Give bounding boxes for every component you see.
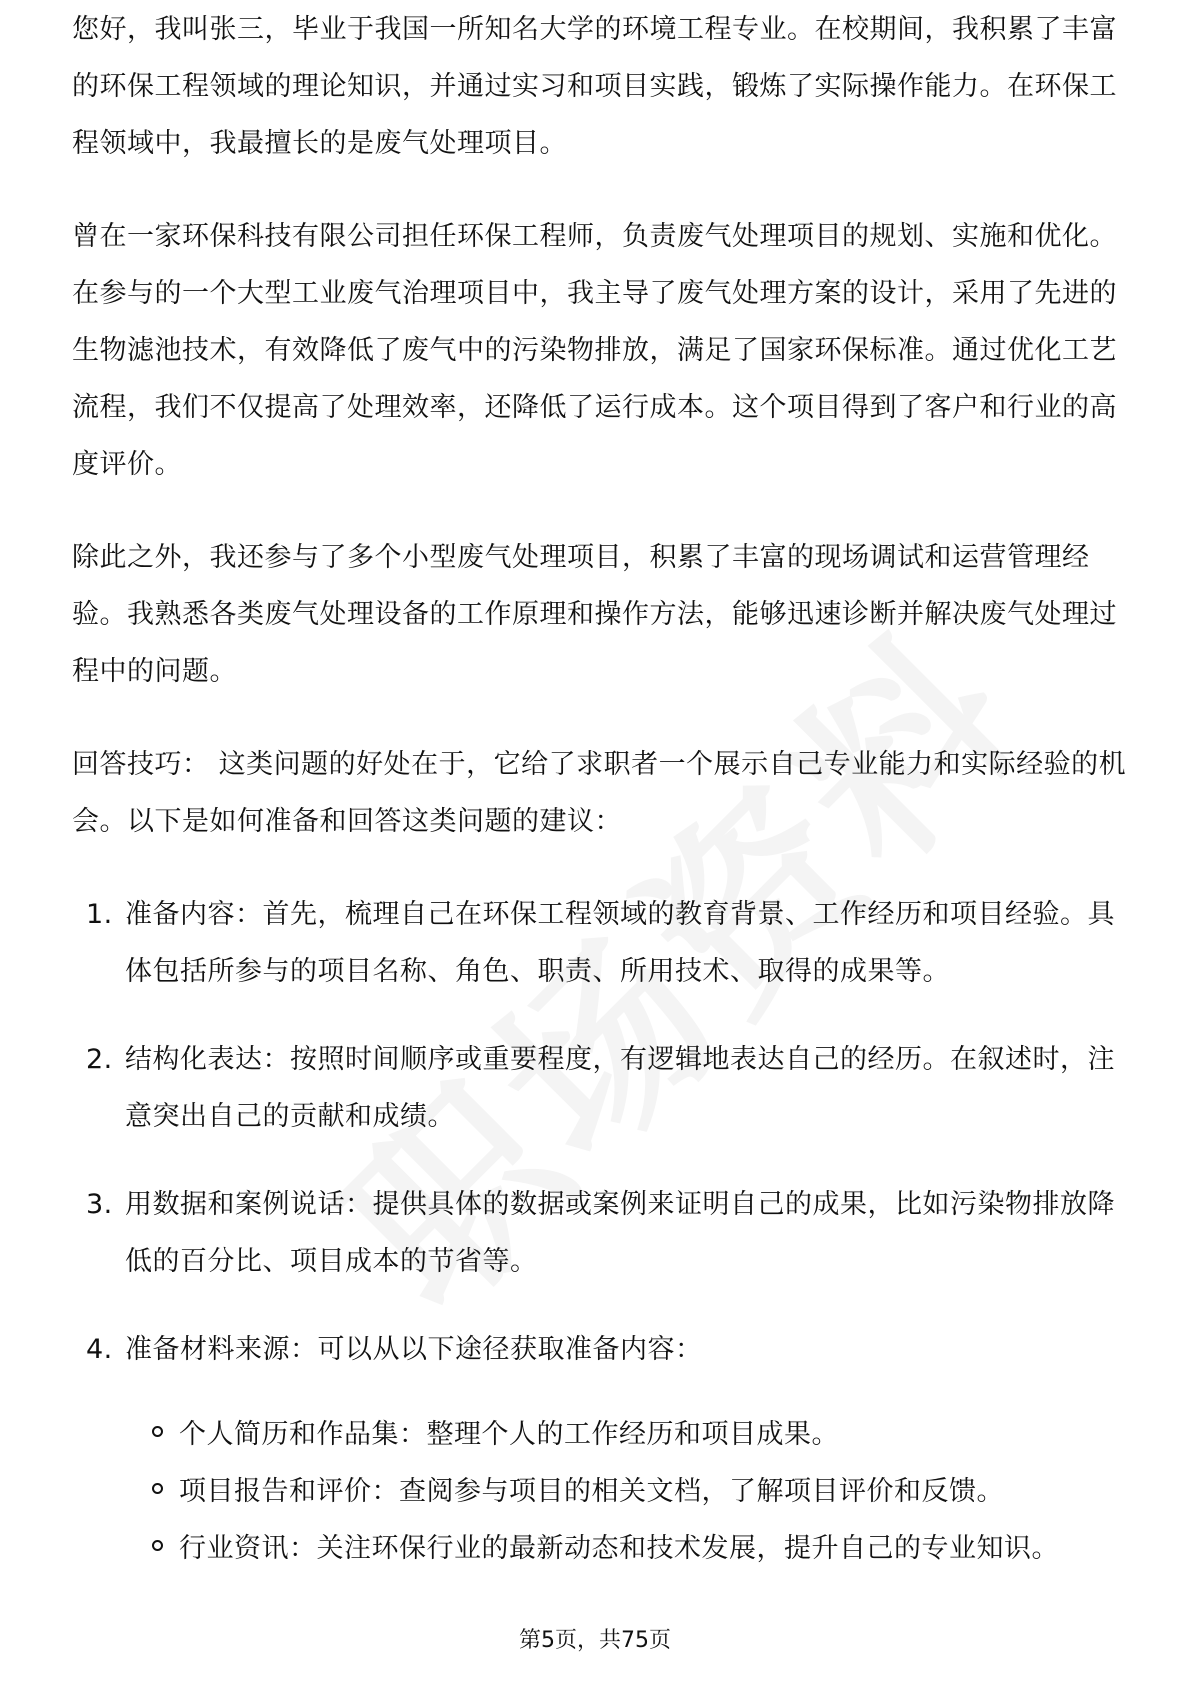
circle-bullet-icon [152, 1426, 163, 1437]
document-body [72, 14, 1132, 1577]
list-item-text: 用数据和案例说话：提供具体的数据或案例来证明自己的成果，比如污染物排放降低的百分比、项目成本的节省等。 [125, 1189, 1115, 1277]
list-item-text: 准备材料来源：可以从以下途径获取准备内容： [125, 1334, 703, 1365]
ordered-list [72, 886, 1132, 1378]
sub-list-item [152, 1520, 1132, 1577]
list-item [72, 886, 1132, 1000]
sub-list-item-text: 行业资讯：关注环保行业的最新动态和技术发展，提升自己的专业知识。 [179, 1533, 1059, 1564]
list-item [72, 1176, 1132, 1290]
paragraph-experience: 曾在一家环保科技有限公司担任环保工程师，负责废气处理项目的规划、实施和优化。在参与的一个大型工业废气治理项目中，我主导了废气处理方案的设计，采用了先进的生物滤池技术，有效降低了废气中的污染物排放，满足了国家环保标准。通过优化工艺流程，我们不仅提高了处理效率，还降低了运行成本。这个项目得到了客户和行业的高度评价。 [72, 221, 1117, 480]
list-item-text: 结构化表达：按照时间顺序或重要程度，有逻辑地表达自己的经历。在叙述时，注意突出自己的贡献和成绩。 [125, 1044, 1115, 1132]
list-item-number: 2. [86, 1044, 113, 1075]
paragraph-answer-tips: 回答技巧： 这类问题的好处在于，它给了求职者一个展示自己专业能力和实际经验的机会。以下是如何准备和回答这类问题的建议： [72, 749, 1127, 837]
paragraph-intro-text: 您好，我叫张三，毕业于我国一所知名大学的环境工程专业。在校期间，我积累了丰富的环保工程领域的理论知识，并通过实习和项目实践，锻炼了实际操作能力。在环保工程领域中，我最擅长的是废气处理项目。 [72, 14, 1117, 159]
list-item-number: 3. [86, 1189, 113, 1220]
list-item [72, 1031, 1132, 1145]
circle-bullet-icon [152, 1540, 163, 1551]
circle-bullet-icon [152, 1483, 163, 1494]
paragraph-additional: 除此之外，我还参与了多个小型废气处理项目，积累了丰富的现场调试和运营管理经验。我熟悉各类废气处理设备的工作原理和操作方法，能够迅速诊断并解决废气处理过程中的问题。 [72, 542, 1117, 687]
list-item-number: 4. [86, 1334, 113, 1365]
sub-list-item-text: 项目报告和评价：查阅参与项目的相关文档，了解项目评价和反馈。 [179, 1476, 1004, 1507]
page-number: 第5页，共75页 [519, 1628, 671, 1653]
list-item-text: 准备内容：首先，梳理自己在环保工程领域的教育背景、工作经历和项目经验。具体包括所参与的项目名称、角色、职责、所用技术、取得的成果等。 [125, 899, 1115, 987]
sub-list-item-text: 个人简历和作品集：整理个人的工作经历和项目成果。 [179, 1419, 839, 1450]
sub-list-item [152, 1406, 1132, 1463]
paragraph-intro [72, 1, 1132, 172]
list-item [72, 1321, 1132, 1378]
sub-list-item [152, 1463, 1132, 1520]
list-item-number: 1. [86, 899, 113, 930]
sub-list [72, 1406, 1132, 1577]
